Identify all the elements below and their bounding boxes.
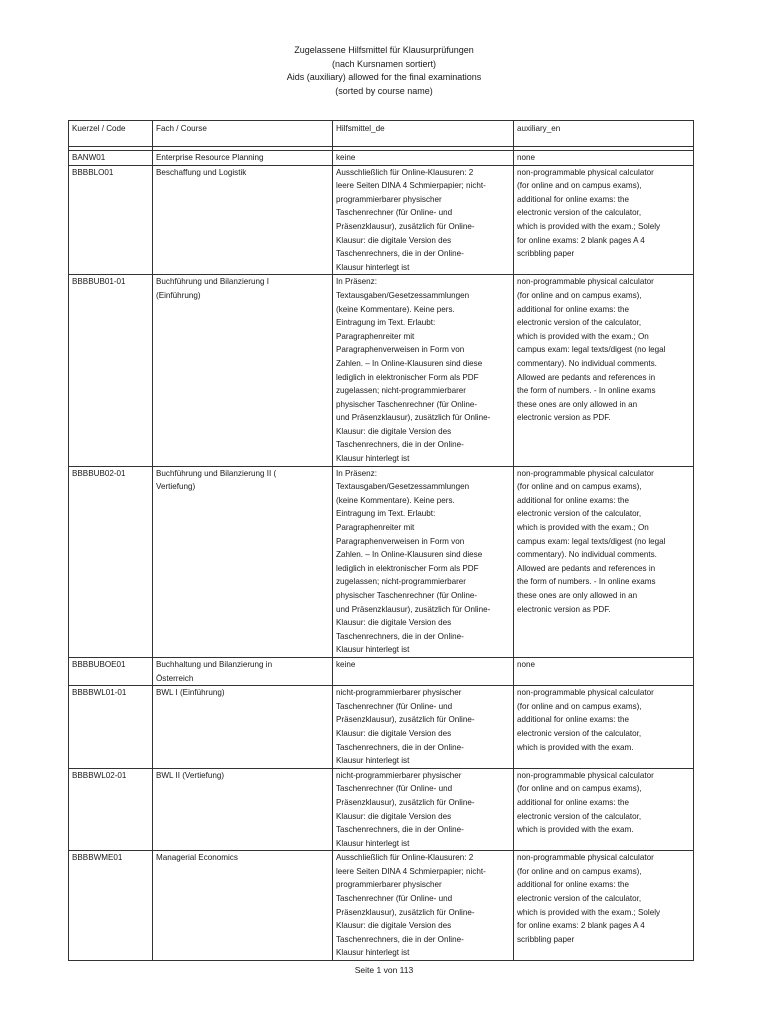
aids-en-cell-text: non-programmable physical calculator (for online and on campus exams), additional for online exams: the electronic version of the calculator, which is provided with the exam.; Solely for online exams: 2 blank pages A 4 scribbling paper [517,167,661,259]
aids-de-cell-text: keine [336,153,356,162]
aids-de-cell [333,466,514,657]
table-row [69,657,694,685]
course-code-cell [69,165,153,275]
aids-de-cell-text: In Präsenz: Textausgaben/Gesetzessammlungen (keine Kommentare). Keine pers. Eintragung im Text. Erlaubt: Paragraphenreiter mit Paragraphenverweisen in Form von Zahlen. – In Online-Klausuren sind diese lediglich in elektronischer Form als PDF zugelassen; nicht-programmierbarer physischer Taschenrechner (für Online- und Präsenzklausur), zusätzlich für Online- Klausur: die digitale Version des Taschenrechners, die in der Online- Klausur hinterlegt ist [336,468,491,655]
aids-en-cell-text: non-programmable physical calculator (for online and on campus exams), additional for online exams: the electronic version of the calculator, which is provided with the exam.; Solely for online exams: 2 blank pages A 4 scribbling paper [517,853,661,944]
course-code-cell [69,686,153,769]
aids-en-cell-text: non-programmable physical calculator (for online and on campus exams), additional for online exams: the electronic version of the calculator, which is provided with the exam.; On campus exam: legal texts/digest (no legal commentary). No individual comments. Allowed are pedants and references in the form of numbers. - In online exams these ones are only allowed in an electronic version as PDF. [517,468,666,614]
table-row [69,151,694,166]
column-header-course: Fach / Course [153,121,333,147]
aids-en-cell-text: non-programmable physical calculator (for online and on campus exams), additional for online exams: the electronic version of the calculator, which is provided with the exam.; On campus exam: legal texts/digest (no legal commentary). No individual comments. Allowed are pedants and references in the form of numbers. - In online exams these ones are only allowed in an electronic version as PDF. [517,277,666,423]
column-header-code: Kuerzel / Code [69,121,153,147]
aids-en-cell [514,851,694,961]
course-name-cell-text: BWL I (Einführung) [156,688,225,698]
course-name-cell-text: Buchführung und Bilanzierung I (Einführung) [156,277,269,300]
course-name-cell-text: Buchführung und Bilanzierung II ( Vertiefung) [156,468,277,492]
aids-en-cell [514,466,694,657]
aids-en-cell [514,768,694,851]
table-row [69,686,694,769]
header-subtitle-en: (sorted by course name) [335,85,433,96]
course-code-cell [69,466,153,657]
course-code-cell-text: BBBBWL01-01 [72,688,127,698]
aids-de-cell-text: nicht-programmierbarer physischer Taschenrechner (für Online- und Präsenzklausur), zusätzlich für Online- Klausur: die digitale Version des Taschenrechners, die in der Online- Klausur hinterlegt ist [336,770,475,848]
course-name-cell [153,686,333,769]
aids-de-cell [333,165,514,275]
course-code-cell-text: BBBBWME01 [72,853,123,863]
course-name-cell [153,275,333,466]
aids-de-cell [333,151,514,166]
course-code-cell-text: BBBBWL02-01 [72,770,127,780]
aids-de-cell [333,768,514,851]
header-title-en: Aids (auxiliary) allowed for the final examinations [286,72,482,82]
aids-de-cell [333,275,514,466]
course-code-cell-text: BANW01 [72,153,106,162]
course-code-cell [69,851,153,961]
aids-de-cell-text: Ausschließlich für Online-Klausuren: 2 leere Seiten DINA 4 Schmierpapier; nicht- programmierbarer physischer Taschenrechner (für Online- und Präsenzklausur), zusätzlich für Online- Klausur: die digitale Version des Taschenrechners, die in der Online- Klausur hinterlegt ist [336,853,486,958]
course-code-cell-text: BBBBUB01-01 [72,277,126,287]
table-row [69,768,694,851]
aids-de-cell-text: keine [336,659,356,669]
course-name-cell-text: Managerial Economics [156,853,238,863]
table-row [69,275,694,466]
table-row [69,165,694,275]
course-name-cell [153,657,333,685]
course-name-cell-text: Beschaffung und Logistik [156,167,247,177]
course-name-cell [153,165,333,275]
course-code-cell [69,275,153,466]
course-code-cell-text: BBBBLO01 [72,167,114,177]
course-code-cell-text: BBBBUB02-01 [72,468,126,478]
aids-de-cell-text: In Präsenz: Textausgaben/Gesetzessammlungen (keine Kommentare). Keine pers. Eintragung im Text. Erlaubt: Paragraphenreiter mit Paragraphenverweisen in Form von Zahlen. – In Online-Klausuren sind diese lediglich in elektronischer Form als PDF zugelassen; nicht-programmierbarer physischer Taschenrechner (für Online- und Präsenzklausur), zusätzlich für Online- Klausur: die digitale Version des Taschenrechners, die in der Online- Klausur hinterlegt ist [336,277,491,464]
table-header-row [69,121,694,147]
course-name-cell-text: Enterprise Resource Planning [156,153,264,162]
aids-de-cell [333,657,514,685]
page-number: Seite 1 von 113 [354,965,414,975]
aids-de-cell-text: Ausschließlich für Online-Klausuren: 2 leere Seiten DINA 4 Schmierpapier; nicht- programmierbarer physischer Taschenrechner (für Online- und Präsenzklausur), zusätzlich für Online- Klausur: die digitale Version des Taschenrechners, die in der Online- Klausur hinterlegt ist [336,167,486,272]
aids-de-cell [333,686,514,769]
aids-en-cell [514,686,694,769]
course-code-cell [69,768,153,851]
header-title-de: Zugelassene Hilfsmittel für Klausurprüfungen [294,45,474,55]
column-header-aids-de: Hilfsmittel_de [333,121,514,147]
table-row [69,851,694,961]
table-row [69,466,694,657]
aids-en-cell [514,151,694,166]
course-name-cell [153,768,333,851]
aids-table [68,120,694,961]
course-name-cell-text: BWL II (Vertiefung) [156,770,225,780]
aids-en-cell-text: non-programmable physical calculator (for online and on campus exams), additional for online exams: the electronic version of the calculator, which is provided with the exam. [517,688,654,752]
aids-en-cell [514,165,694,275]
course-name-cell [153,151,333,166]
header-subtitle-de: (nach Kursnamen sortiert) [331,58,437,69]
aids-en-cell [514,657,694,685]
aids-en-cell-text: none [517,153,536,162]
course-code-cell-text: BBBBUBOE01 [72,659,126,669]
aids-en-cell [514,275,694,466]
aids-en-cell-text: non-programmable physical calculator (for online and on campus exams), additional for online exams: the electronic version of the calculator, which is provided with the exam. [517,770,654,835]
course-code-cell [69,657,153,685]
aids-de-cell [333,851,514,961]
course-code-cell [69,151,153,166]
course-name-cell [153,851,333,961]
document-header [0,44,768,98]
course-name-cell [153,466,333,657]
course-name-cell-text: Buchhaltung und Bilanzierung in Österreich [156,659,273,683]
aids-en-cell-text: none [517,659,536,669]
column-header-aids-en: auxiliary_en [514,121,694,147]
aids-de-cell-text: nicht-programmierbarer physischer Taschenrechner (für Online- und Präsenzklausur), zusätzlich für Online- Klausur: die digitale Version des Taschenrechners, die in der Online- Klausur hinterlegt ist [336,688,475,766]
